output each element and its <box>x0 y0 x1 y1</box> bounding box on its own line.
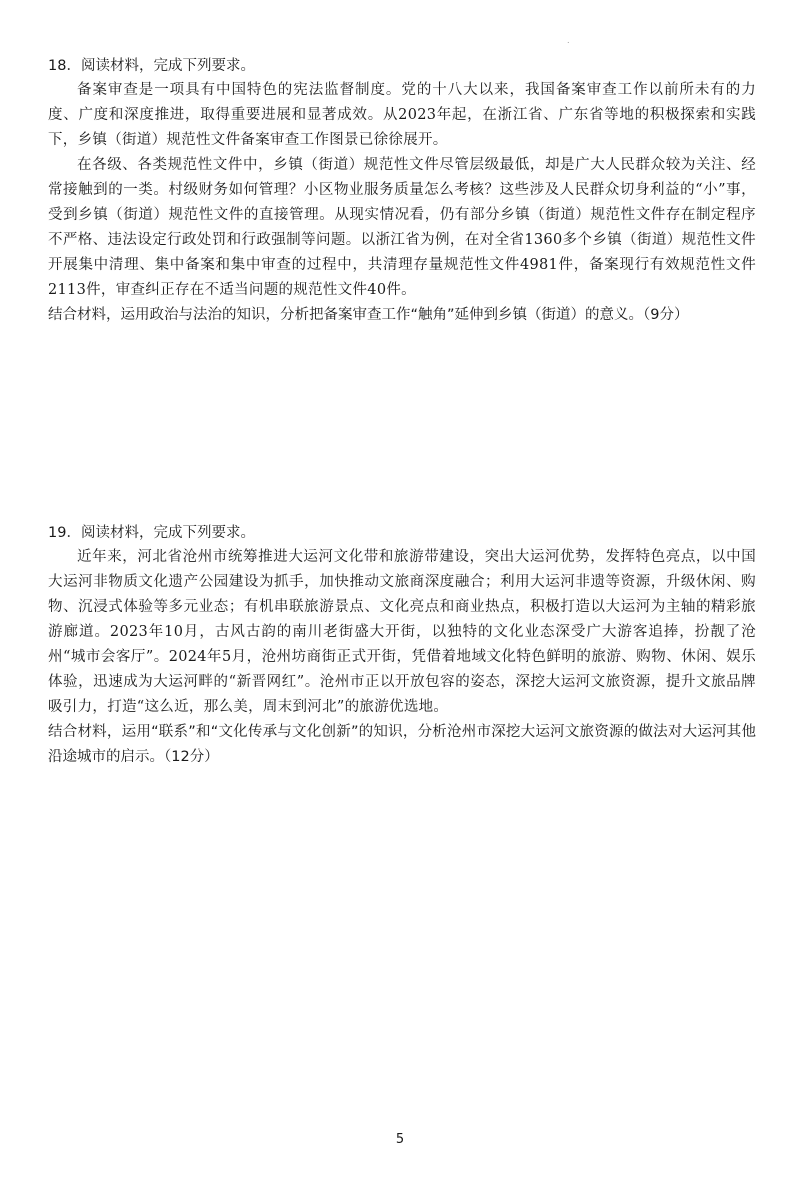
question-19 <box>48 521 756 770</box>
question-18 <box>48 54 756 328</box>
question-18-paragraph-2: 在各级、各类规范性文件中，乡镇（街道）规范性文件尽管层级最低，却是广大人民群众较为关注、经常接触到的一类。村级财务如何管理？小区物业服务质量怎么考核？这些涉及人民群众切身利益的“小”事，受到乡镇（街道）规范性文件的直接管理。从现实情况看，仍有部分乡镇（街道）规范性文件存在制定程序不严格、违法设定行政处罚和行政强制等问题。以浙江省为例，在对全省1360多个乡镇（街道）规范性文件开展集中清理、集中备案和集中审查的过程中，共清理存量规范性文件4981件，备案现行有效规范性文件2113件，审查纠正存在不适当问题的规范性文件40件。 <box>48 157 756 298</box>
question-19-task: 结合材料，运用“联系”和“文化传承与文化创新”的知识，分析沧州市深挖大运河文旅资源的做法对大运河其他沿途城市的启示。（12分） <box>48 724 756 765</box>
question-19-paragraph-1: 近年来，河北省沧州市统筹推进大运河文化带和旅游带建设，突出大运河优势，发挥特色亮点，以中国大运河非物质文化遗产公园建设为抓手，加快推动文旅商深度融合；利用大运河非遗等资源，升级休闲、购物、沉浸式体验等多元业态；有机串联旅游景点、文化亮点和商业热点，积极打造以大运河为主轴的精彩旅游廊道。2023年10月，古风古韵的南川老街盛大开街，以独特的文化业态深受广大游客追捧，扮靓了沧州“城市会客厅”。2024年5月，沧州坊商街正式开街，凭借着地域文化特色鲜明的旅游、购物、休闲、娱乐体验，迅速成为大运河畔的“新晋网红”。沧州市正以开放包容的姿态，深挖大运河文旅资源，提升文旅品牌吸引力，打造“这么近，那么美，周末到河北”的旅游优选地。 <box>48 549 756 715</box>
question-18-title: 18．阅读材料，完成下列要求。 <box>48 58 255 74</box>
question-18-task: 结合材料，运用政治与法治的知识，分析把备案审查工作“触角”延伸到乡镇（街道）的意义。（9分） <box>48 307 689 323</box>
corner-mark: . <box>567 36 570 45</box>
question-18-paragraph-1: 备案审查是一项具有中国特色的宪法监督制度。党的十八大以来，我国备案审查工作以前所未有的力度、广度和深度推进，取得重要进展和显著成效。从2023年起，在浙江省、广东省等地的积极探索和实践下，乡镇（街道）规范性文件备案审查工作图景已徐徐展开。 <box>48 82 756 148</box>
question-19-title: 19．阅读材料，完成下列要求。 <box>48 525 255 541</box>
page-number: 5 <box>395 1132 405 1147</box>
